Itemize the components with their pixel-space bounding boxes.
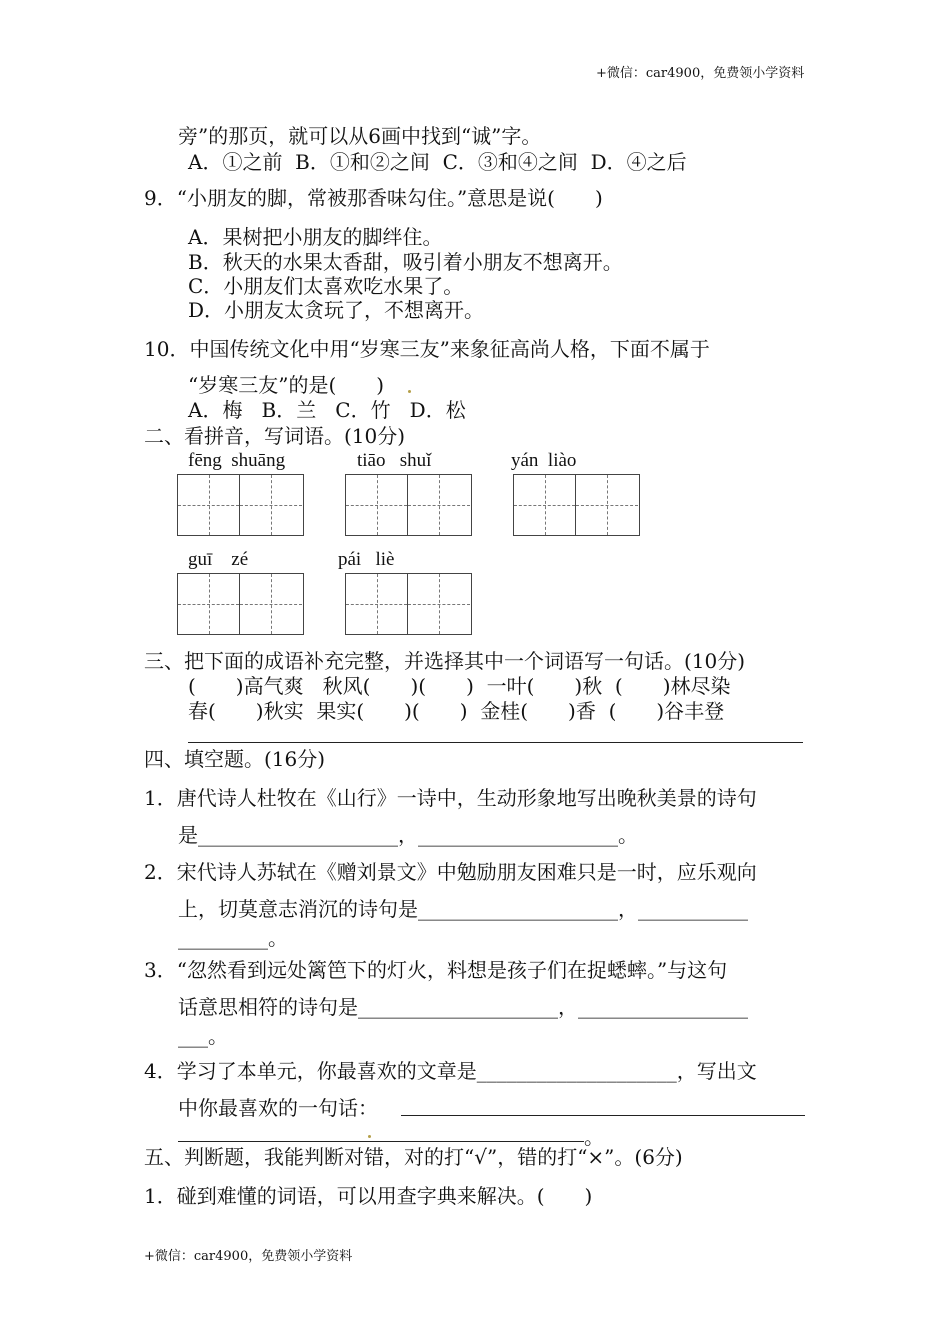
section5-title: 五、判断题，我能判断对错，对的打“√”，错的打“×”。(6分)	[144, 1145, 683, 1169]
idiom-row-1: ( )高气爽 秋风( )( ) 一叶( )秋 ( )林尽染	[188, 674, 731, 698]
page-footer: +微信：car4900，免费领小学资料	[144, 1249, 353, 1264]
section2-title: 二、看拼音，写词语。(10分)	[144, 424, 406, 448]
section4-title: 四、填空题。(16分)	[144, 747, 326, 771]
favorite-sentence-line-2[interactable]	[178, 1141, 584, 1142]
q10-stem: 10．中国传统文化中用“岁寒三友”来象征高尚人格，下面不属于	[144, 337, 710, 361]
pinyin-tiaoshui: tiāo shuǐ	[357, 450, 432, 471]
writing-grid-fengshuang[interactable]	[177, 474, 304, 536]
idiom-row-2: 春( )秋实 果实( )( ) 金桂( )香 ( )谷丰登	[188, 699, 725, 723]
writing-grid-guize[interactable]	[177, 573, 304, 635]
fill-q1-line2: 是____________________，____________________。	[178, 823, 638, 847]
q9-stem: 9．“小朋友的脚，常被那香味勾住。”意思是说( )	[144, 186, 603, 210]
page-header: +微信：car4900，免费领小学资料	[596, 66, 805, 81]
fill-q2-line2: 上，切莫意志消沉的诗句是____________________，___________	[178, 897, 748, 921]
scan-speck	[368, 1135, 371, 1138]
sentence-answer-line[interactable]	[188, 742, 803, 743]
q9-option-a: A．果树把小朋友的脚绊住。	[188, 225, 443, 249]
q9-option-d: D．小朋友太贪玩了，不想离开。	[188, 298, 485, 322]
fill-q3-line1: 3．“忽然看到远处篱笆下的灯火，料想是孩子们在捉蟋蟀。”与这句	[144, 958, 728, 982]
fill-q4-line2: 中你最喜欢的一句话：	[178, 1096, 378, 1120]
fill-q3-line2: 话意思相符的诗句是____________________，_________________	[178, 995, 748, 1019]
pinyin-fengshuang: fēng shuāng	[188, 450, 286, 471]
writing-grid-tiaoshui[interactable]	[345, 474, 472, 536]
favorite-sentence-line-1[interactable]	[401, 1115, 805, 1116]
writing-grid-pailie[interactable]	[345, 573, 472, 635]
fill-q4-line1: 4．学习了本单元，你最喜欢的文章是____________________，写出文	[144, 1059, 757, 1083]
pinyin-guize: guī zé	[188, 549, 249, 570]
pinyin-pailie: pái liè	[338, 549, 395, 570]
q10-options: A．梅 B．兰 C．竹 D．松	[188, 398, 466, 422]
pinyin-yanliao: yán liào	[511, 450, 577, 471]
scan-speck	[408, 390, 411, 393]
fill-q4-end: 。	[584, 1125, 604, 1149]
fill-q2-line1: 2．宋代诗人苏轼在《赠刘景文》中勉励朋友困难只是一时，应乐观向	[144, 860, 757, 884]
judge-q1: 1．碰到难懂的词语，可以用查字典来解决。( )	[144, 1184, 593, 1208]
writing-grid-yanliao[interactable]	[513, 474, 640, 536]
fill-q3-line3: ___。	[178, 1024, 228, 1048]
q8-continuation: 旁”的那页，就可以从6画中找到“诚”字。	[178, 124, 542, 148]
fill-q2-line3: _________。	[178, 926, 288, 950]
q9-option-c: C．小朋友们太喜欢吃水果了。	[188, 274, 464, 298]
q8-options: A．①之前 B．①和②之间 C．③和④之间 D．④之后	[188, 150, 687, 174]
q10-continuation: “岁寒三友”的是( )	[188, 373, 385, 397]
fill-q1-line1: 1．唐代诗人杜牧在《山行》一诗中，生动形象地写出晚秋美景的诗句	[144, 786, 757, 810]
q9-option-b: B．秋天的水果太香甜，吸引着小朋友不想离开。	[188, 250, 623, 274]
section3-title: 三、把下面的成语补充完整，并选择其中一个词语写一句话。(10分)	[144, 649, 746, 673]
